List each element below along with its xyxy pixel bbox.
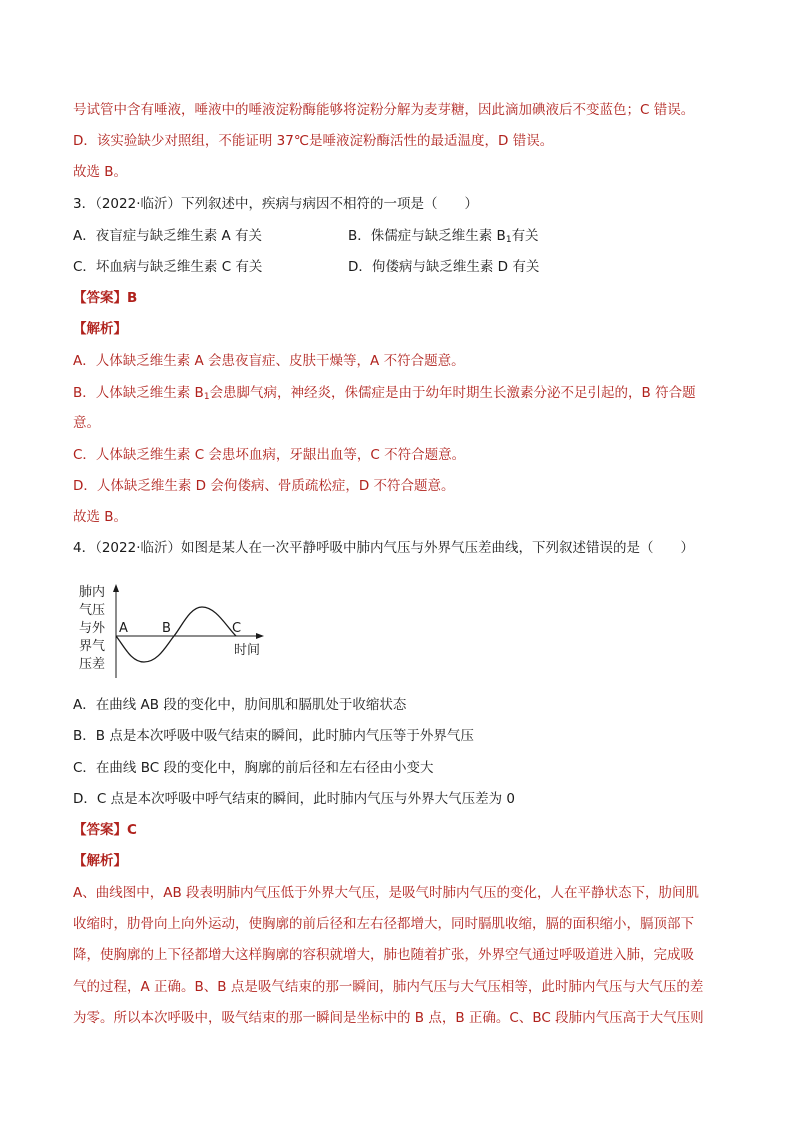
- pressure-difference-diagram: [76, 582, 276, 682]
- q4-analysis-line: 气的过程，A 正确。B、B 点是吸气结束的那一瞬间，肺内气压与大气压相等，此时肺内气压与大气压的差: [73, 979, 704, 995]
- q3-conclusion: 故选 B。: [73, 509, 128, 525]
- q4-option-c: C．在曲线 BC 段的变化中，胸廓的前后径和左右径由小变大: [73, 760, 434, 776]
- prev-explanation-line: 号试管中含有唾液，唾液中的唾液淀粉酶能够将淀粉分解为麦芽糖，因此滴加碘液后不变蓝色；C 错误。: [73, 102, 695, 118]
- point-c-label: C: [232, 621, 242, 636]
- q3-analysis-title: 【解析】: [73, 321, 127, 337]
- q3-answer: 【答案】B: [73, 290, 138, 306]
- q3-option-c: C．坏血病与缺乏维生素 C 有关: [73, 259, 263, 275]
- q4-option-a: A．在曲线 AB 段的变化中，肋间肌和膈肌处于收缩状态: [73, 697, 407, 713]
- q4-analysis-title: 【解析】: [73, 853, 127, 869]
- q3-option-d: D．佝偻病与缺乏维生素 D 有关: [348, 259, 540, 275]
- q4-stem: 4．（2022·临沂）如图是某人在一次平静呼吸中肺内气压与外界气压差曲线，下列叙述错误的是（ ）: [73, 540, 694, 556]
- q4-option-b: B．B 点是本次呼吸中吸气结束的瞬间，此时肺内气压等于外界气压: [73, 728, 474, 744]
- q4-analysis-line: A、曲线图中，AB 段表明肺内气压低于外界大气压，是吸气时肺内气压的变化，人在平静状态下，肋间肌: [73, 885, 700, 901]
- q3-explanation-c: C．人体缺乏维生素 C 会患坏血病，牙龈出血等，C 不符合题意。: [73, 447, 466, 463]
- q3-explanation-b-cont: 意。: [73, 415, 100, 431]
- prev-explanation-line: D．该实验缺少对照组，不能证明 37℃是唾液淀粉酶活性的最适温度，D 错误。: [73, 133, 554, 149]
- q4-analysis-line: 为零。所以本次呼吸中，吸气结束的那一瞬间是坐标中的 B 点，B 正确。C、BC 段肺内气压高于大气压则: [73, 1010, 704, 1026]
- q4-answer: 【答案】C: [73, 822, 137, 838]
- prev-conclusion: 故选 B。: [73, 164, 128, 180]
- q4-option-d: D．C 点是本次呼吸中呼气结束的瞬间，此时肺内气压与外界大气压差为 0: [73, 791, 515, 807]
- point-a-label: A: [119, 621, 128, 636]
- q3-option-b: B．侏儒症与缺乏维生素 $B_1$有关: [348, 228, 539, 245]
- y-axis-label-line: 气压: [79, 603, 106, 618]
- q3-explanation-d: D．人体缺乏维生素 D 会佝偻病、骨质疏松症，D 不符合题意。: [73, 478, 455, 494]
- y-axis-label-line: 肺内: [79, 585, 106, 600]
- q4-analysis-line: 收缩时，肋骨向上向外运动，使胸廓的前后径和左右径都增大，同时膈肌收缩，膈的面积缩小，膈顶部下: [73, 916, 694, 932]
- q3-explanation-a: A．人体缺乏维生素 A 会患夜盲症、皮肤干燥等，A 不符合题意。: [73, 353, 465, 369]
- x-axis-arrow: [256, 633, 264, 639]
- q3-stem: 3．（2022·临沂）下列叙述中，疾病与病因不相符的一项是（ ）: [73, 196, 478, 212]
- q3-option-a: A．夜盲症与缺乏维生素 A 有关: [73, 228, 263, 244]
- x-axis-label: 时间: [234, 643, 261, 658]
- y-axis-arrow: [113, 584, 119, 592]
- point-b-label: B: [162, 621, 171, 636]
- y-axis-label-line: 界气: [79, 639, 106, 654]
- q4-analysis-line: 降，使胸廓的上下径都增大这样胸廓的容积就增大，肺也随着扩张，外界空气通过呼吸道进入肺，完成吸: [73, 947, 694, 963]
- q3-explanation-b: B．人体缺乏维生素 $B_1$会患脚气病，神经炎，侏儒症是由于幼年时期生长激素分泌不足引起的，B 符合题: [73, 385, 696, 402]
- y-axis-label-line: 压差: [79, 657, 106, 672]
- y-axis-label-line: 与外: [79, 621, 106, 636]
- pressure-curve: [116, 607, 236, 662]
